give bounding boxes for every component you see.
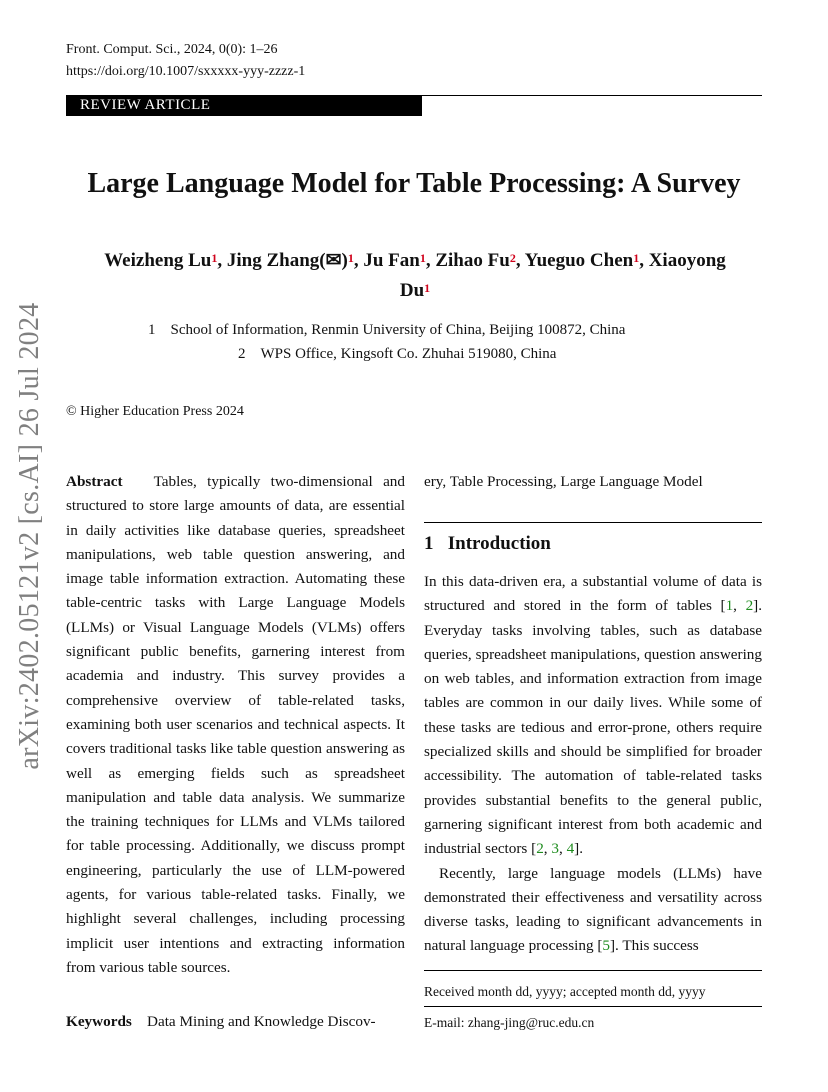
- footnote-rule: [424, 970, 762, 971]
- contact-email[interactable]: E-mail: zhang-jing@ruc.edu.cn: [424, 1015, 595, 1030]
- body-text: ,: [558, 840, 567, 858]
- author-affiliation-mark: 2: [509, 251, 516, 265]
- abstract-paragraph: [66, 470, 405, 980]
- section-heading-introduction: [424, 533, 551, 555]
- keywords-text: Data Mining and Knowledge Discov-: [147, 1013, 376, 1030]
- abstract-label: Abstract: [66, 473, 123, 490]
- intro-paragraph-2: [424, 862, 762, 959]
- article-type-banner: REVIEW ARTICLE: [66, 95, 422, 116]
- author-affiliation-mark: 1: [347, 251, 354, 265]
- author-separator: ,: [217, 250, 227, 271]
- body-text: Recently, large language models (LLMs) have demonstrated their effectiveness and versatility across diverse tasks, leading to significant advancements in natural language processing [: [424, 864, 762, 955]
- doi-link[interactable]: https://doi.org/10.1007/sxxxxx-yyy-zzzz-1: [66, 64, 306, 79]
- author-name: Jing Zhang(✉): [226, 250, 348, 271]
- keywords-label: Keywords: [66, 1013, 132, 1030]
- body-text: In this data-driven era, a substantial volume of data is structured and stored in the form of tables [: [424, 573, 762, 615]
- author-separator: ,: [515, 250, 525, 271]
- author-name: Yueguo Chen: [524, 250, 634, 271]
- author-affiliation-mark: 1: [633, 251, 640, 265]
- author-separator: ,: [353, 250, 364, 271]
- paper-title: Large Language Model for Table Processing: A Survey: [87, 168, 741, 199]
- author-name: Ju Fan: [363, 250, 420, 271]
- author-name: Du: [399, 280, 425, 301]
- copyright-notice: © Higher Education Press 2024: [66, 404, 244, 419]
- citation-link[interactable]: 2: [745, 597, 754, 615]
- affiliation-2: [238, 342, 556, 366]
- citation-link[interactable]: 5: [602, 937, 610, 955]
- author-line-1: [70, 246, 760, 276]
- author-name: Weizheng Lu: [104, 250, 212, 271]
- citation-link[interactable]: 1: [725, 597, 734, 615]
- citation-link[interactable]: 4: [566, 840, 575, 858]
- intro-paragraph-1: [424, 570, 762, 862]
- author-affiliation-mark: 1: [424, 281, 431, 295]
- author-affiliation-mark: 1: [211, 251, 218, 265]
- affiliation-text: WPS Office, Kingsoft Co. Zhuhai 519080, China: [260, 346, 557, 362]
- body-text: ,: [543, 840, 552, 858]
- journal-citation: Front. Comput. Sci., 2024, 0(0): 1–26: [66, 42, 278, 57]
- citation-link[interactable]: 2: [536, 840, 544, 858]
- author-list: [70, 246, 760, 306]
- body-text: ,: [733, 597, 746, 615]
- introduction-body: [424, 570, 762, 959]
- received-dates: Received month dd, yyyy; accepted month dd, yyyy: [424, 984, 706, 999]
- section-divider: [424, 522, 762, 523]
- footnote-rule-2: [424, 1006, 762, 1007]
- section-title: Introduction: [447, 533, 551, 554]
- arxiv-stamp-text: arXiv:2402.05121v2 [cs.AI] 26 Jul 2024: [14, 302, 45, 770]
- affiliation-text: School of Information, Renmin University of China, Beijing 100872, China: [170, 322, 626, 338]
- affiliation-number: 1: [148, 322, 156, 338]
- arxiv-stamp: [10, 302, 50, 770]
- author-separator: ,: [639, 250, 649, 271]
- author-name: Zihao Fu: [435, 250, 510, 271]
- author-separator: ,: [425, 250, 436, 271]
- section-number: 1: [424, 533, 434, 554]
- body-text: ]. This success: [609, 937, 699, 955]
- keywords-line: [66, 1010, 405, 1034]
- author-name: Xiaoyong: [648, 250, 726, 271]
- body-text: ]. Everyday tasks involving tables, such as database queries, spreadsheet manipulations, question answering on web tables, and information extraction from image tables are common in our daily lives. While some of these tasks are tedious and error-prone, others require specialized skills and should be simplified for broader accessibility. The automation of table-related tasks provides substantial benefits to the general public, garnering significant interest from both academic and industrial sectors [: [424, 597, 763, 858]
- keywords-continued: ery, Table Processing, Large Language Model: [424, 473, 703, 490]
- citation-link[interactable]: 3: [551, 840, 559, 858]
- header-rule: [422, 95, 762, 96]
- body-text: ].: [574, 840, 584, 858]
- author-affiliation-mark: 1: [419, 251, 426, 265]
- affiliation-number: 2: [238, 346, 246, 362]
- affiliation-1: [148, 318, 625, 342]
- author-line-2: [70, 276, 760, 306]
- abstract-text: Tables, typically two-dimensional and structured to store large amounts of data, are essential in daily activities like database queries, spreadsheet manipulations, web table question answering, and image table information extraction. Automating these table-centric tasks with Large Language Models (LLMs) or Visual Language Models (VLMs) offers significant public benefits, garnering interest from academia and industry. This survey provides a comprehensive overview of table-related tasks, examining both user scenarios and technical aspects. It covers traditional tasks like table question answering as well as emerging fields such as spreadsheet manipulation and table data analysis. We summarize the training techniques for LLMs and VLMs tailored for table processing. Additionally, we discuss prompt engineering, particularly the use of LLM-powered agents, for various table-related tasks. Finally, we highlight several challenges, including processing implicit user intentions and extracting information from various table sources.: [66, 473, 405, 976]
- abstract-section: [66, 470, 405, 980]
